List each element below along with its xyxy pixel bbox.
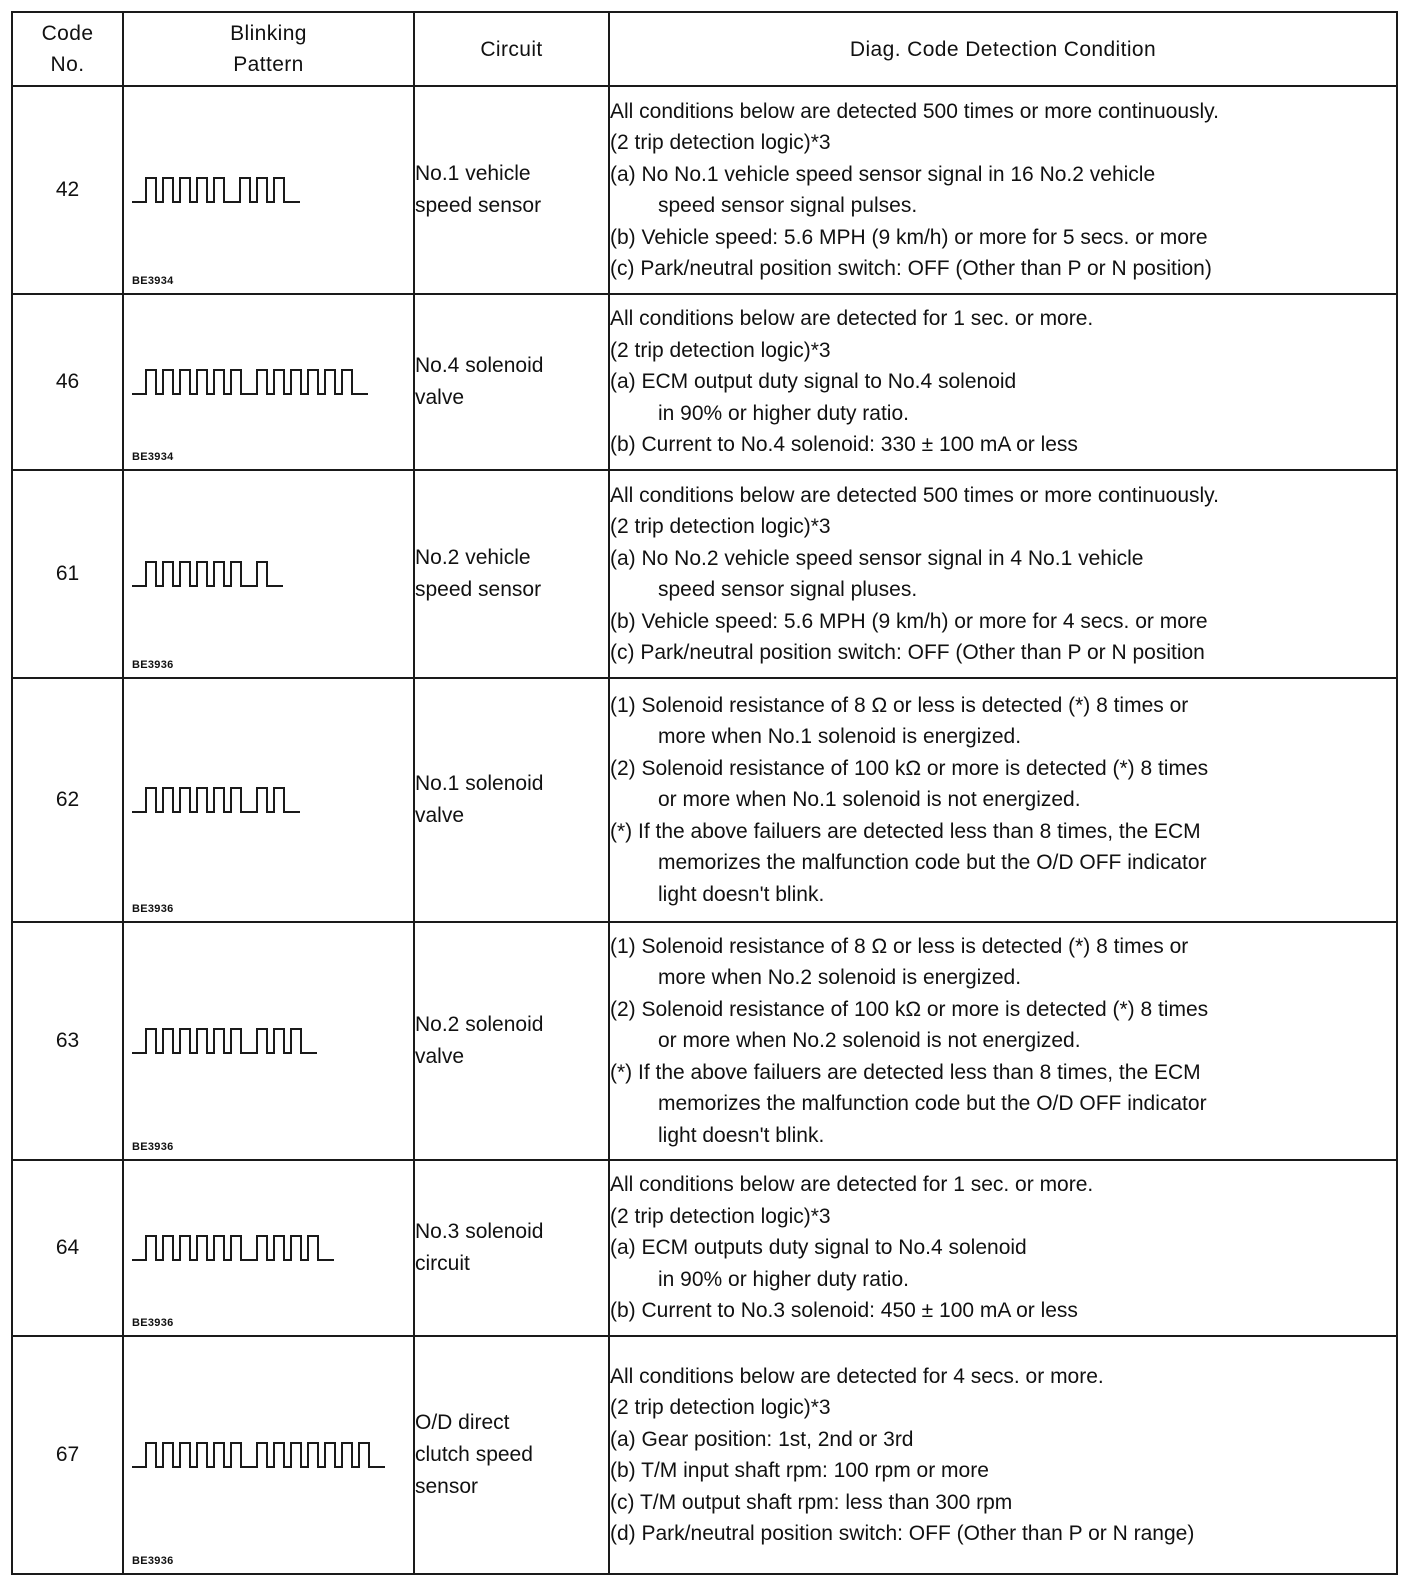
- condition-line: speed sensor signal pluses.: [658, 578, 918, 601]
- figure-reference: BE3936: [132, 903, 174, 915]
- code-number: 62: [12, 678, 123, 922]
- circuit-name: [414, 294, 609, 470]
- condition-line: (2) Solenoid resistance of 100 kΩ or more is detected (*) 8 times: [610, 756, 1209, 780]
- condition-line: (c) Park/neutral position switch: OFF (Other than P or N position): [610, 257, 1212, 280]
- circuit-line: No.3 solenoid: [415, 1220, 544, 1243]
- circuit-line: No.4 solenoid: [415, 354, 544, 377]
- detection-condition: [609, 1336, 1397, 1574]
- header-code-line1: Code: [41, 22, 94, 45]
- circuit-line: O/D direct: [415, 1411, 510, 1434]
- condition-line: All conditions below are detected for 1 sec. or more.: [610, 1173, 1094, 1197]
- blinking-pattern-cell: [123, 1160, 414, 1336]
- table-row: [12, 294, 1397, 470]
- condition-line: (b) Vehicle speed: 5.6 MPH (9 km/h) or more for 5 secs. or more: [610, 225, 1208, 249]
- table-row: [12, 470, 1397, 678]
- figure-reference: BE3936: [132, 1141, 174, 1153]
- condition-line: speed sensor signal pulses.: [658, 194, 918, 217]
- condition-line: All conditions below are detected 500 times or more continuously.: [610, 483, 1219, 507]
- code-number: 42: [12, 86, 123, 294]
- table-row: [12, 922, 1397, 1160]
- blinking-pattern-waveform: [132, 1232, 336, 1264]
- condition-line: All conditions below are detected for 1 sec. or more.: [610, 307, 1094, 331]
- blinking-pattern-waveform: [132, 1025, 319, 1057]
- circuit-line: valve: [415, 386, 465, 409]
- code-number: 64: [12, 1160, 123, 1336]
- blinking-pattern-waveform: [132, 174, 302, 206]
- table-row: [12, 1336, 1397, 1574]
- header-pattern-line2: Pattern: [233, 53, 304, 76]
- table-row: [12, 678, 1397, 922]
- header-pattern-line1: Blinking: [230, 22, 307, 45]
- condition-line: (b) Current to No.4 solenoid: 330 ± 100 mA or less: [610, 433, 1078, 457]
- detection-condition: [609, 678, 1397, 922]
- condition-line: (c) Park/neutral position switch: OFF (Other than P or N position: [610, 641, 1205, 664]
- circuit-name: [414, 922, 609, 1160]
- blinking-pattern-cell: [123, 294, 414, 470]
- condition-line: (b) Current to No.3 solenoid: 450 ± 100 mA or less: [610, 1299, 1078, 1323]
- condition-line: (2 trip detection logic)*3: [610, 515, 831, 538]
- detection-condition: [609, 922, 1397, 1160]
- header-code: [12, 12, 123, 86]
- code-number: 63: [12, 922, 123, 1160]
- condition-line: in 90% or higher duty ratio.: [658, 401, 909, 425]
- circuit-name: [414, 1336, 609, 1574]
- detection-condition: [609, 86, 1397, 294]
- circuit-line: clutch speed: [415, 1443, 533, 1466]
- condition-line: (2 trip detection logic)*3: [610, 1396, 831, 1419]
- condition-line: (*) If the above failuers are detected less than 8 times, the ECM: [610, 819, 1201, 843]
- condition-line: All conditions below are detected 500 times or more continuously.: [610, 99, 1219, 123]
- code-number: 46: [12, 294, 123, 470]
- circuit-name: [414, 1160, 609, 1336]
- condition-line: more when No.1 solenoid is energized.: [658, 725, 1022, 749]
- condition-line: in 90% or higher duty ratio.: [658, 1267, 909, 1291]
- condition-line: (a) ECM output duty signal to No.4 solenoid: [610, 370, 1017, 394]
- condition-line: light doesn't blink.: [658, 1123, 825, 1147]
- table-row: [12, 86, 1397, 294]
- condition-line: more when No.2 solenoid is energized.: [658, 966, 1022, 990]
- diagnostic-code-table: [11, 11, 1398, 1575]
- condition-line: or more when No.2 solenoid is not energized.: [658, 1029, 1081, 1053]
- condition-line: (1) Solenoid resistance of 8 Ω or less is detected (*) 8 times or: [610, 693, 1189, 717]
- condition-line: (*) If the above failuers are detected less than 8 times, the ECM: [610, 1060, 1201, 1084]
- code-number: 67: [12, 1336, 123, 1574]
- table-row: [12, 1160, 1397, 1336]
- circuit-name: [414, 86, 609, 294]
- blinking-pattern-waveform: [132, 366, 370, 398]
- condition-line: All conditions below are detected for 4 secs. or more.: [610, 1364, 1104, 1388]
- condition-line: (d) Park/neutral position switch: OFF (Other than P or N range): [610, 1522, 1195, 1545]
- blinking-pattern-waveform: [132, 1439, 387, 1471]
- figure-reference: BE3934: [132, 451, 174, 463]
- condition-line: (1) Solenoid resistance of 8 Ω or less is detected (*) 8 times or: [610, 934, 1189, 958]
- figure-reference: BE3934: [132, 275, 174, 287]
- code-number: 61: [12, 470, 123, 678]
- circuit-line: No.2 solenoid: [415, 1013, 544, 1036]
- blinking-pattern-cell: [123, 678, 414, 922]
- condition-line: (c) T/M output shaft rpm: less than 300 rpm: [610, 1490, 1013, 1514]
- detection-condition: [609, 470, 1397, 678]
- circuit-name: [414, 470, 609, 678]
- condition-line: (2 trip detection logic)*3: [610, 338, 831, 362]
- circuit-line: speed sensor: [415, 194, 542, 217]
- circuit-line: circuit: [415, 1252, 470, 1275]
- figure-reference: BE3936: [132, 1317, 174, 1329]
- condition-line: memorizes the malfunction code but the O/D OFF indicator: [658, 1092, 1207, 1116]
- detection-condition: [609, 1160, 1397, 1336]
- condition-line: (b) Vehicle speed: 5.6 MPH (9 km/h) or more for 4 secs. or more: [610, 609, 1208, 633]
- circuit-line: No.2 vehicle: [415, 546, 531, 569]
- condition-line: (2) Solenoid resistance of 100 kΩ or more is detected (*) 8 times: [610, 997, 1209, 1021]
- condition-line: (a) ECM outputs duty signal to No.4 solenoid: [610, 1236, 1027, 1260]
- circuit-line: No.1 vehicle: [415, 162, 531, 185]
- header-row: [12, 12, 1397, 86]
- header-circuit: Circuit: [414, 12, 609, 86]
- condition-line: memorizes the malfunction code but the O/D OFF indicator: [658, 851, 1207, 875]
- blinking-pattern-cell: [123, 86, 414, 294]
- header-pattern: [123, 12, 414, 86]
- blinking-pattern-waveform: [132, 784, 302, 816]
- condition-line: (a) Gear position: 1st, 2nd or 3rd: [610, 1427, 914, 1451]
- condition-line: light doesn't blink.: [658, 882, 825, 906]
- blinking-pattern-cell: [123, 1336, 414, 1574]
- circuit-line: valve: [415, 804, 465, 827]
- detection-condition: [609, 294, 1397, 470]
- header-code-line2: No.: [50, 53, 85, 76]
- condition-line: (2 trip detection logic)*3: [610, 1204, 831, 1228]
- blinking-pattern-waveform: [132, 558, 285, 590]
- figure-reference: BE3936: [132, 1555, 174, 1567]
- circuit-line: valve: [415, 1045, 465, 1068]
- figure-reference: BE3936: [132, 659, 174, 671]
- circuit-name: [414, 678, 609, 922]
- header-condition: Diag. Code Detection Condition: [609, 12, 1397, 86]
- blinking-pattern-cell: [123, 470, 414, 678]
- blinking-pattern-cell: [123, 922, 414, 1160]
- condition-line: (b) T/M input shaft rpm: 100 rpm or more: [610, 1459, 989, 1482]
- condition-line: (a) No No.1 vehicle speed sensor signal in 16 No.2 vehicle: [610, 162, 1156, 186]
- condition-line: (a) No No.2 vehicle speed sensor signal in 4 No.1 vehicle: [610, 546, 1144, 570]
- condition-line: or more when No.1 solenoid is not energized.: [658, 788, 1081, 812]
- circuit-line: speed sensor: [415, 578, 542, 601]
- circuit-line: sensor: [415, 1475, 479, 1498]
- condition-line: (2 trip detection logic)*3: [610, 131, 831, 154]
- circuit-line: No.1 solenoid: [415, 772, 544, 795]
